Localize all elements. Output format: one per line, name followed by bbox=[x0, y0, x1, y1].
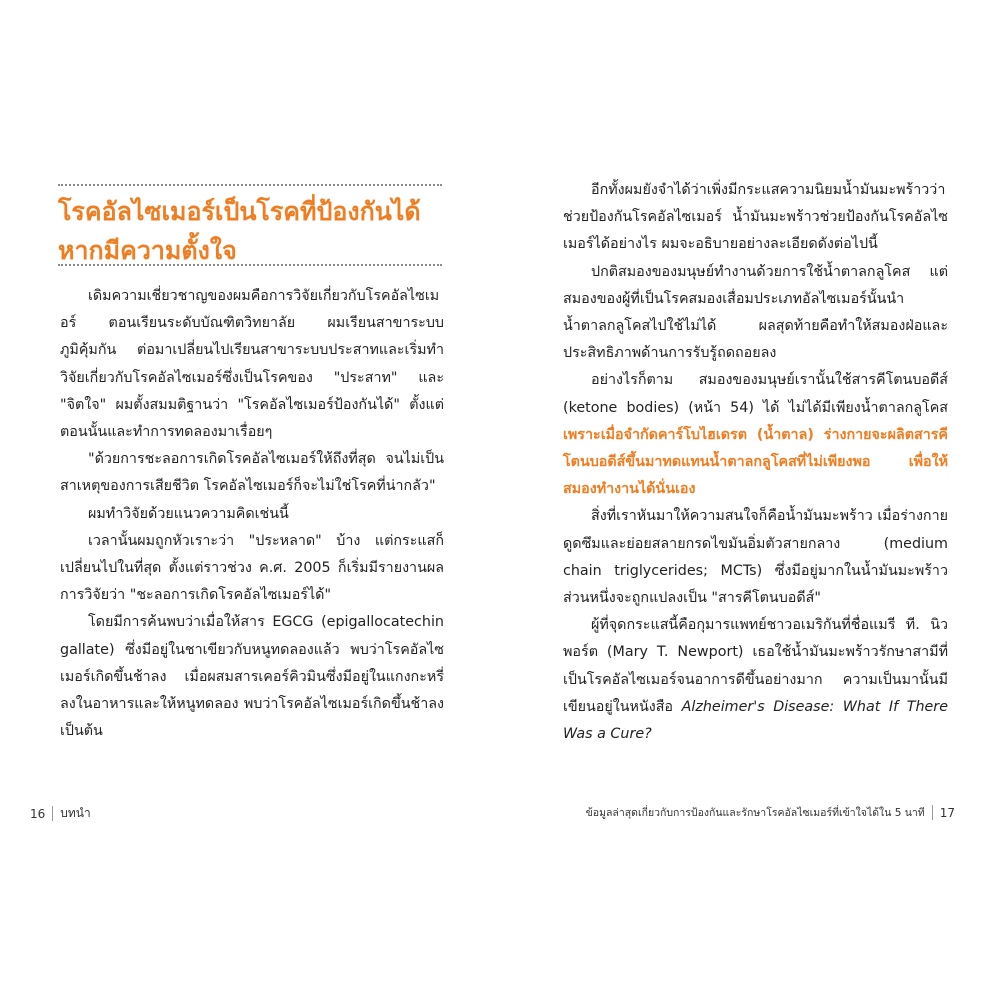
paragraph: สิ่งที่เราหันมาให้ความสนใจก็คือน้ำมันมะพร้าว เมื่อร่างกายดูดซึมและย่อยสลายกรดไขมันอิ่มตัวสายกลาง (medium chain triglycerides; MCTs) ซึ่งมีอยู่มากในน้ำมันมะพร้าว ส่วนหนึ่งจะถูกแปลงเป็น "สารคีโตนบอดีส์" bbox=[563, 508, 948, 607]
left-body-text bbox=[60, 283, 444, 745]
page-number: 16 bbox=[30, 806, 46, 821]
paragraph bbox=[563, 367, 948, 503]
right-page bbox=[500, 0, 1000, 1000]
paragraph: อีกทั้งผมยังจำได้ว่าเพิ่งมีกระแสความนิยมน้ำมันมะพร้าวว่าช่วยป้องกันโรคอัลไซเมอร์ น้ำมันมะพร้าวช่วยป้องกันโรคอัลไซเมอร์ได้อย่างไร ผมจะอธิบายอย่างละเอียดดังต่อไปนี้ bbox=[563, 182, 948, 253]
highlighted-text: เพราะเมื่อจำกัดคาร์โบไฮเดรต (น้ำตาล) ร่างกายจะผลิตสารคีโตนบอดีส์ขึ้นมาทดแทนน้ำตาลกลูโคสที่ไม่เพียงพอ เพื่อให้สมองทำงานได้นั่นเอง bbox=[563, 426, 948, 498]
paragraph: โดยมีการค้นพบว่าเมื่อให้สาร EGCG (epigallocatechin gallate) ซึ่งมีอยู่ในชาเขียวกับหนูทดลองแล้ว พบว่าโรคอัลไซเมอร์เกิดขึ้นช้าลง เมื่อผสมสารเคอร์คิวมินซึ่งมีอยู่ในแกงกะหรี่ลงในอาหารและให้หนูทดลอง พบว่าโรคอัลไซเมอร์เกิดขึ้นช้าลง เป็นต้น bbox=[60, 614, 444, 740]
footer-divider bbox=[52, 806, 53, 821]
section-heading bbox=[58, 192, 458, 270]
paragraph bbox=[563, 612, 948, 748]
paragraph-text: ผู้ที่จุดกระแสนี้คือกุมารแพทย์ชาวอเมริกันที่ชื่อแมรี ที. นิวพอร์ต (Mary T. Newport) เธอใช้น้ำมันมะพร้าวรักษาสามีที่เป็นโรคอัลไซเมอร์จนอาการดีขึ้นอย่างมาก ความเป็นมานั้นมีเขียนอยู่ในหนังสือ bbox=[563, 617, 948, 715]
paragraph-text: อย่างไรก็ตาม สมองของมนุษย์เรานั้นใช้สารคีโตนบอดีส์ (ketone bodies) (หน้า 54) ได้ ไม่ได้มีเพียงน้ำตาลกลูโคส bbox=[563, 372, 948, 416]
book-title-italic: Alzheimer's Disease: What If There Was a Cure? bbox=[563, 698, 948, 743]
heading-line-1: โรคอัลไซเมอร์เป็นโรคที่ป้องกันได้ bbox=[58, 197, 421, 226]
right-body-text bbox=[563, 177, 948, 748]
footer-divider bbox=[932, 805, 933, 820]
left-footer bbox=[30, 804, 91, 823]
heading-top-rule bbox=[58, 184, 442, 186]
right-footer bbox=[586, 804, 955, 821]
running-book-title: ข้อมูลล่าสุดเกี่ยวกับการป้องกันและรักษาโรคอัลไซเมอร์ที่เข้าใจได้ใน 5 นาที bbox=[585, 807, 925, 819]
paragraph: เวลานั้นผมถูกหัวเราะว่า "ประหลาด" บ้าง แต่กระแสก็เปลี่ยนไปในที่สุด ตั้งแต่ราวช่วง ค.ศ. 2005 ก็เริ่มมีรายงานผลการวิจัยว่า "ชะลอการเกิดโรคอัลไซเมอร์ได้" bbox=[60, 532, 444, 604]
heading-line-2: หากมีความตั้งใจ bbox=[58, 236, 237, 265]
paragraph: เดิมความเชี่ยวชาญของผมคือการวิจัยเกี่ยวกับโรคอัลไซเมอร์ ตอนเรียนระดับบัณฑิตวิทยาลัย ผมเรียนสาขาระบบภูมิคุ้มกัน ต่อมาเปลี่ยนไปเรียนสาขาระบบประสาทและเริ่มทำวิจัยเกี่ยวกับโรคอัลไซเมอร์ซึ่งเป็นโรคของ "ประสาท" และ "จิตใจ" ผมตั้งสมมติฐานว่า "โรคอัลไซเมอร์ป้องกันได้" ตั้งแต่ตอนนั้นและทำการทดลองมาเรื่อยๆ bbox=[60, 288, 444, 441]
section-name: บทนำ bbox=[60, 806, 91, 820]
paragraph: ปกติสมองของมนุษย์ทำงานด้วยการใช้น้ำตาลกลูโคส แต่สมองของผู้ที่เป็นโรคสมองเสื่อมประเภทอัลไซเมอร์นั้นนำน้ำตาลกลูโคสไปใช้ไม่ได้ ผลสุดท้ายคือทำให้สมองฝ่อและประสิทธิภาพด้านการรับรู้ถดถอยลง bbox=[563, 263, 948, 362]
page-number: 17 bbox=[939, 805, 955, 820]
paragraph: "ด้วยการชะลอการเกิดโรคอัลไซเมอร์ให้ถึงที่สุด จนไม่เป็นสาเหตุของการเสียชีวิต โรคอัลไซเมอร์ก็จะไม่ใช่โรคที่น่ากลัว" bbox=[60, 451, 444, 495]
paragraph: ผมทำวิจัยด้วยแนวความคิดเช่นนี้ bbox=[88, 505, 289, 522]
heading-bottom-rule bbox=[58, 264, 442, 266]
